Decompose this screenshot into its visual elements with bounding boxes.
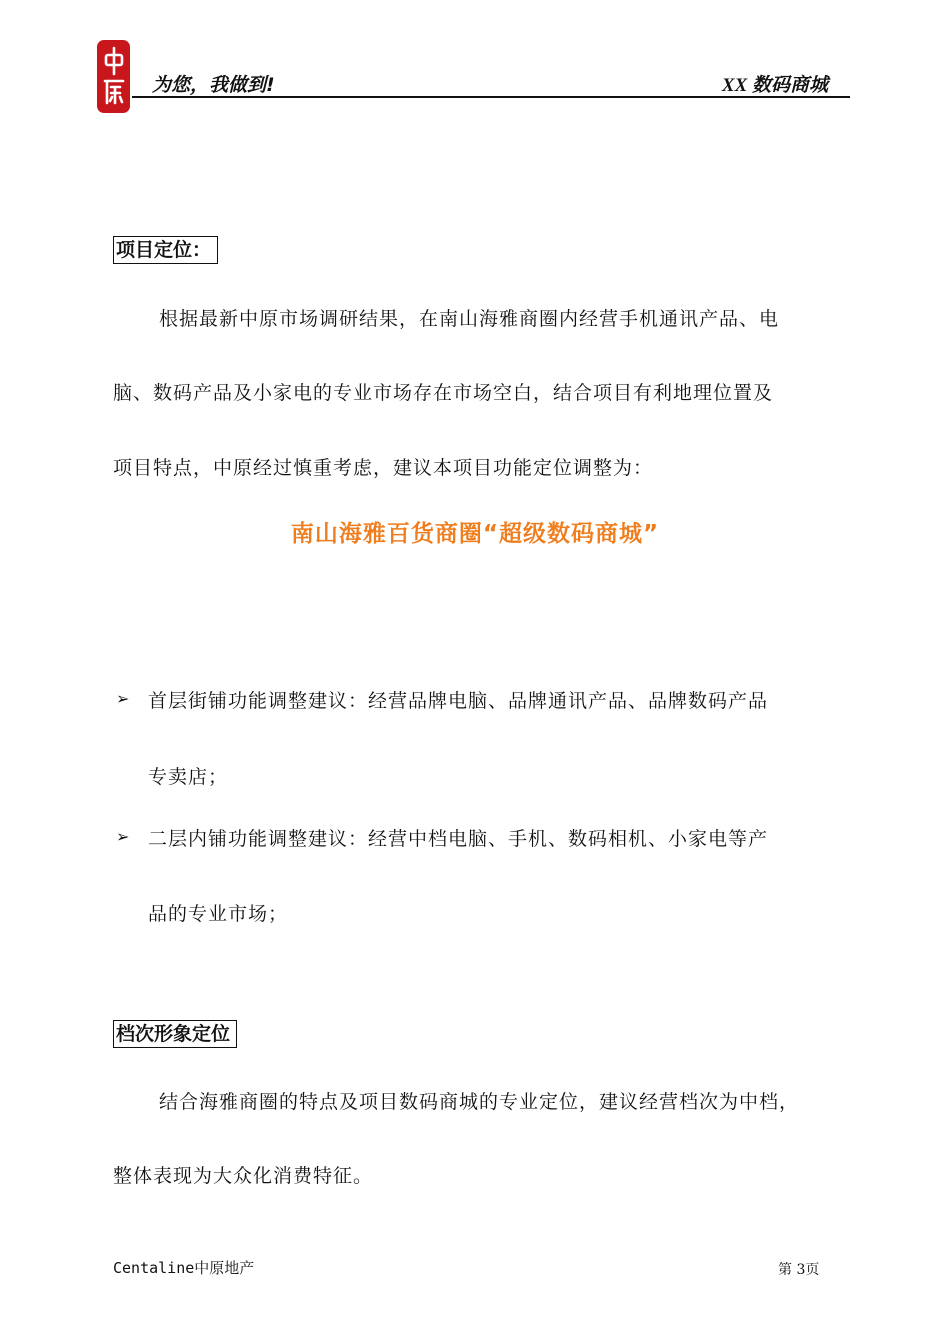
bullet-line: 专卖店； (148, 766, 229, 788)
footer-company: Centaline中原地产 (113, 1259, 255, 1277)
bullet-arrow-icon: ➢ (116, 827, 130, 846)
footer-page-number: 第 3页 (778, 1262, 820, 1278)
bullet-arrow-icon: ➢ (116, 689, 130, 708)
bullet-line: 二层内铺功能调整建议：经营中档电脑、手机、数码相机、小家电等产 (148, 828, 769, 850)
paragraph-line: 项目特点，中原经过慎重考虑，建议本项目功能定位调整为： (113, 457, 654, 479)
highlight-positioning: 南山海雅百货商圈“超级数码商城” (290, 521, 660, 547)
bullet-line: 首层街铺功能调整建议：经营品牌电脑、品牌通讯产品、品牌数码产品 (148, 690, 769, 712)
paragraph-line: 结合海雅商圈的特点及项目数码商城的专业定位，建议经营档次为中档， (159, 1091, 800, 1113)
paragraph-line: 脑、数码产品及小家电的专业市场存在市场空白，结合项目有利地理位置及 (113, 382, 774, 404)
paragraph-line: 根据最新中原市场调研结果，在南山海雅商圈内经营手机通讯产品、电 (159, 308, 780, 330)
paragraph-line: 整体表现为大众化消费特征。 (113, 1165, 374, 1187)
bullet-line: 品的专业市场； (148, 903, 289, 925)
logo-seal-icon (101, 45, 127, 109)
header-project-title: XX 数码商城 (721, 75, 828, 96)
header-divider (132, 96, 850, 98)
section-title-project-positioning: 项目定位： (113, 236, 218, 264)
section-title-grade-image: 档次形象定位 (113, 1020, 237, 1048)
centaline-logo (97, 40, 130, 113)
header-slogan: 为您，我做到! (152, 74, 275, 96)
